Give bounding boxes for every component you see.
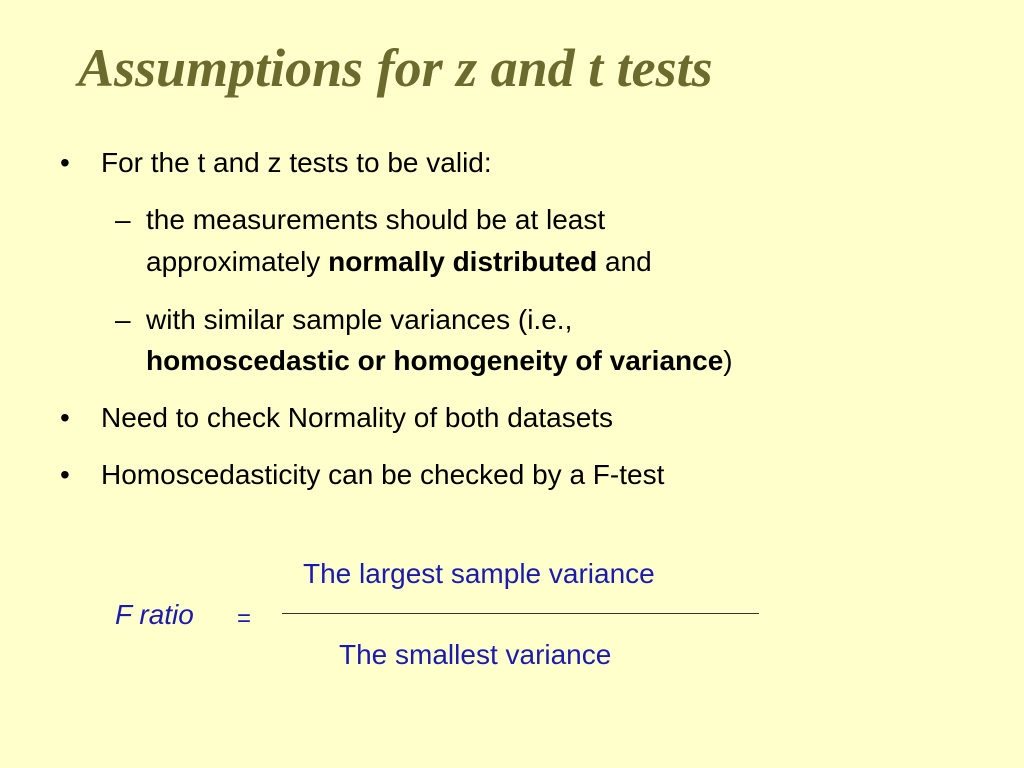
subitem-variances-line2 [146,344,733,378]
fraction-bar [282,613,759,614]
subitem-text: ) [723,345,733,376]
subitem-measurements-line1: the measurements should be at least [146,204,606,235]
subitem-variances-line1: with similar sample variances (i.e., [146,304,573,335]
subitem-text: approximately [146,246,329,277]
dash-marker: – [115,304,131,335]
bullet-marker: • [60,459,70,490]
formula-numerator: The largest sample variance [303,558,655,589]
bullet-text-homoscedasticity: Homoscedasticity can be checked by a F-test [101,459,665,490]
emphasis-normally-distributed: normally distributed [328,246,598,277]
subitem-text: and [597,246,652,277]
formula-equals: = [237,605,252,632]
subitem-measurements-line2 [146,245,652,279]
formula-lhs: F ratio [115,599,194,630]
emphasis-homoscedastic: homoscedastic or homogeneity of variance [146,345,724,376]
bullet-marker: • [60,147,70,178]
slide-title: Assumptions for z and t tests [78,38,713,98]
formula-denominator: The smallest variance [339,639,612,670]
bullet-text-valid: For the t and z tests to be valid: [101,147,492,178]
bullet-text-normality: Need to check Normality of both datasets [101,402,614,433]
bullet-marker: • [60,402,70,433]
dash-marker: – [115,204,131,235]
